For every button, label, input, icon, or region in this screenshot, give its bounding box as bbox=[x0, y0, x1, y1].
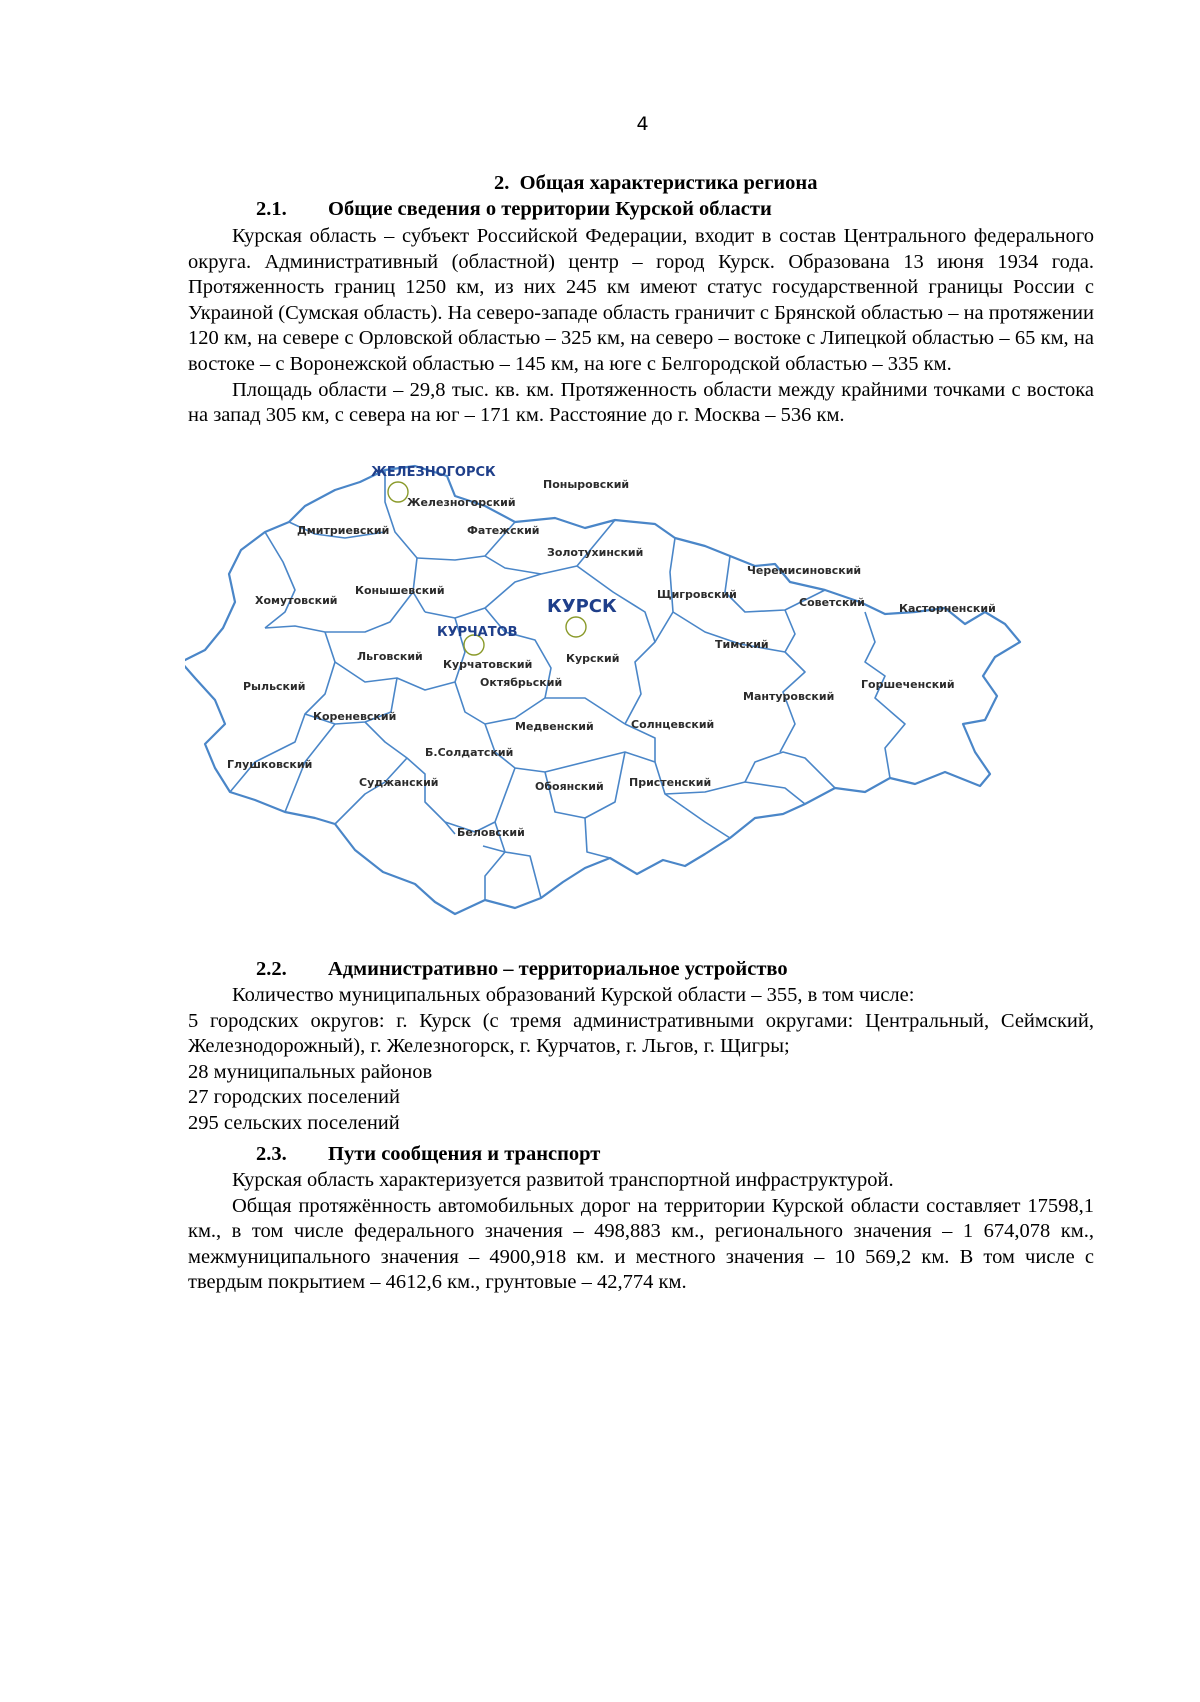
district-label-medvensky: Медвенский bbox=[515, 720, 594, 733]
section-2-heading bbox=[494, 170, 817, 196]
section-2-1-title: Общие сведения о территории Курской области bbox=[328, 198, 772, 220]
section-2-1-paragraph-1: Курская область – субъект Российской Федерации, входит в состав Центрального федерального округа. Административный (областной) центр – город Курск. Образована 13 июня 1934 года. Протяженность границ 1250 км, из них 245 км имеют статус государственной границы России с Украиной (Сумская область). На северо-западе область граничит с Брянской областью – на протяжении 120 км, на севере с Орловской областью – 325 км, на северо – востоке с Липецкой областью – 65 км, на востоке – с Воронежской областью – 145 км, на юге с Белгородской областью – 335 км. bbox=[188, 225, 1094, 375]
section-2-2-number: 2.2. bbox=[256, 958, 287, 980]
zheleznogorsk-marker bbox=[388, 482, 408, 502]
map-svg bbox=[185, 462, 1105, 962]
district-label-solntsevsky: Солнцевский bbox=[631, 718, 715, 731]
city-label-zheleznogorsk: ЖЕЛЕЗНОГОРСК bbox=[371, 465, 496, 480]
kursk-region-map bbox=[185, 462, 1105, 962]
kursk-marker bbox=[566, 617, 586, 637]
section-2-1-heading bbox=[256, 196, 772, 222]
section-2-3-number: 2.3. bbox=[256, 1143, 287, 1165]
district-label-khomutovsky: Хомутовский bbox=[255, 594, 338, 607]
district-label-zolotukhinsky: Золотухинский bbox=[547, 546, 644, 559]
section-2-3-title: Пути сообщения и транспорт bbox=[328, 1143, 601, 1165]
district-label-oboyansky: Обоянский bbox=[535, 780, 604, 793]
district-label-kastornensky: Касторненский bbox=[899, 602, 996, 615]
city-label-kursk: КУРСК bbox=[547, 596, 617, 617]
section-2-2-item-1: 5 городских округов: г. Курск (с тремя административными округами: Центральный, Сеймский, Железнодорожный), г. Железногорск, г. Курчатов, г. Льгов, г. Щигры; bbox=[188, 1009, 1094, 1058]
section-2-number: 2. bbox=[494, 172, 510, 194]
section-2-2-item-2: 28 муниципальных районов bbox=[188, 1060, 433, 1083]
district-label-fatezhsky: Фатежский bbox=[467, 524, 540, 537]
section-2-1-number: 2.1. bbox=[256, 198, 287, 220]
section-2-1-body bbox=[188, 224, 1094, 429]
district-label-oktyabrsky: Октябрьский bbox=[480, 676, 563, 689]
district-label-belovsky: Беловский bbox=[457, 826, 525, 839]
district-label-sovetsky: Советский bbox=[799, 596, 865, 609]
district-label-cheremisinovsky: Черемисиновский bbox=[747, 564, 862, 577]
section-2-2-body bbox=[188, 983, 1094, 1137]
district-label-glushkovsky: Глушковский bbox=[227, 758, 313, 771]
district-label-shchigrovsky: Щигровский bbox=[657, 588, 737, 601]
district-label-rylsky: Рыльский bbox=[243, 680, 306, 693]
district-label-sudzhansky: Суджанский bbox=[359, 776, 439, 789]
district-label-korenevsky: Кореневский bbox=[313, 710, 397, 723]
section-2-2-intro: Количество муниципальных образований Курской области – 355, в том числе: bbox=[232, 984, 915, 1006]
district-label-zheleznogorsky: Железногорский bbox=[407, 496, 516, 509]
section-2-3-paragraph-2: Общая протяжённость автомобильных дорог на территории Курской области составляет 17598,1 км., в том числе федерального значения – 498,883 км., регионального значения – 1 674,078 км., межмуниципального значения – 4900,918 км. и местного значения – 10 569,2 км. В том числе с твердым покрытием – 4612,6 км., грунтовые – 42,774 км. bbox=[188, 1194, 1094, 1294]
district-label-dmitrievsky: Дмитриевский bbox=[297, 524, 390, 537]
section-2-2-title: Административно – территориальное устройство bbox=[328, 958, 788, 980]
section-2-3-heading bbox=[256, 1141, 600, 1167]
district-label-manturovsky: Мантуровский bbox=[743, 690, 835, 703]
section-2-3-body bbox=[188, 1168, 1094, 1296]
section-2-2-heading bbox=[256, 956, 788, 982]
district-label-ponyrovsky: Поныровский bbox=[543, 478, 630, 491]
page-number: 4 bbox=[636, 113, 649, 135]
district-label-gorshechensky: Горшеченский bbox=[861, 678, 955, 691]
section-2-2-item-4: 295 сельских поселений bbox=[188, 1111, 400, 1134]
section-2-3-paragraph-1: Курская область характеризуется развитой транспортной инфраструктурой. bbox=[232, 1169, 894, 1191]
district-label-kursky: Курский bbox=[566, 652, 620, 665]
city-label-kurchatov: КУРЧАТОВ bbox=[437, 625, 518, 640]
district-label-lgovsky: Льговский bbox=[357, 650, 423, 663]
district-label-kurchatovsky: Курчатовский bbox=[443, 658, 533, 671]
district-label-timsky: Тимский bbox=[715, 638, 769, 651]
section-2-1-paragraph-2: Площадь области – 29,8 тыс. кв. км. Протяженность области между крайними точками с востока на запад 305 км, с севера на юг – 171 км. Расстояние до г. Москва – 536 км. bbox=[188, 378, 1094, 427]
district-label-konyshevsky: Конышевский bbox=[355, 584, 445, 597]
section-2-2-item-3: 27 городских поселений bbox=[188, 1086, 400, 1109]
district-label-pristensky: Пристенский bbox=[629, 776, 712, 789]
section-2-title: Общая характеристика региона bbox=[519, 172, 818, 194]
district-label-b-soldatsky: Б.Солдатский bbox=[425, 746, 514, 759]
